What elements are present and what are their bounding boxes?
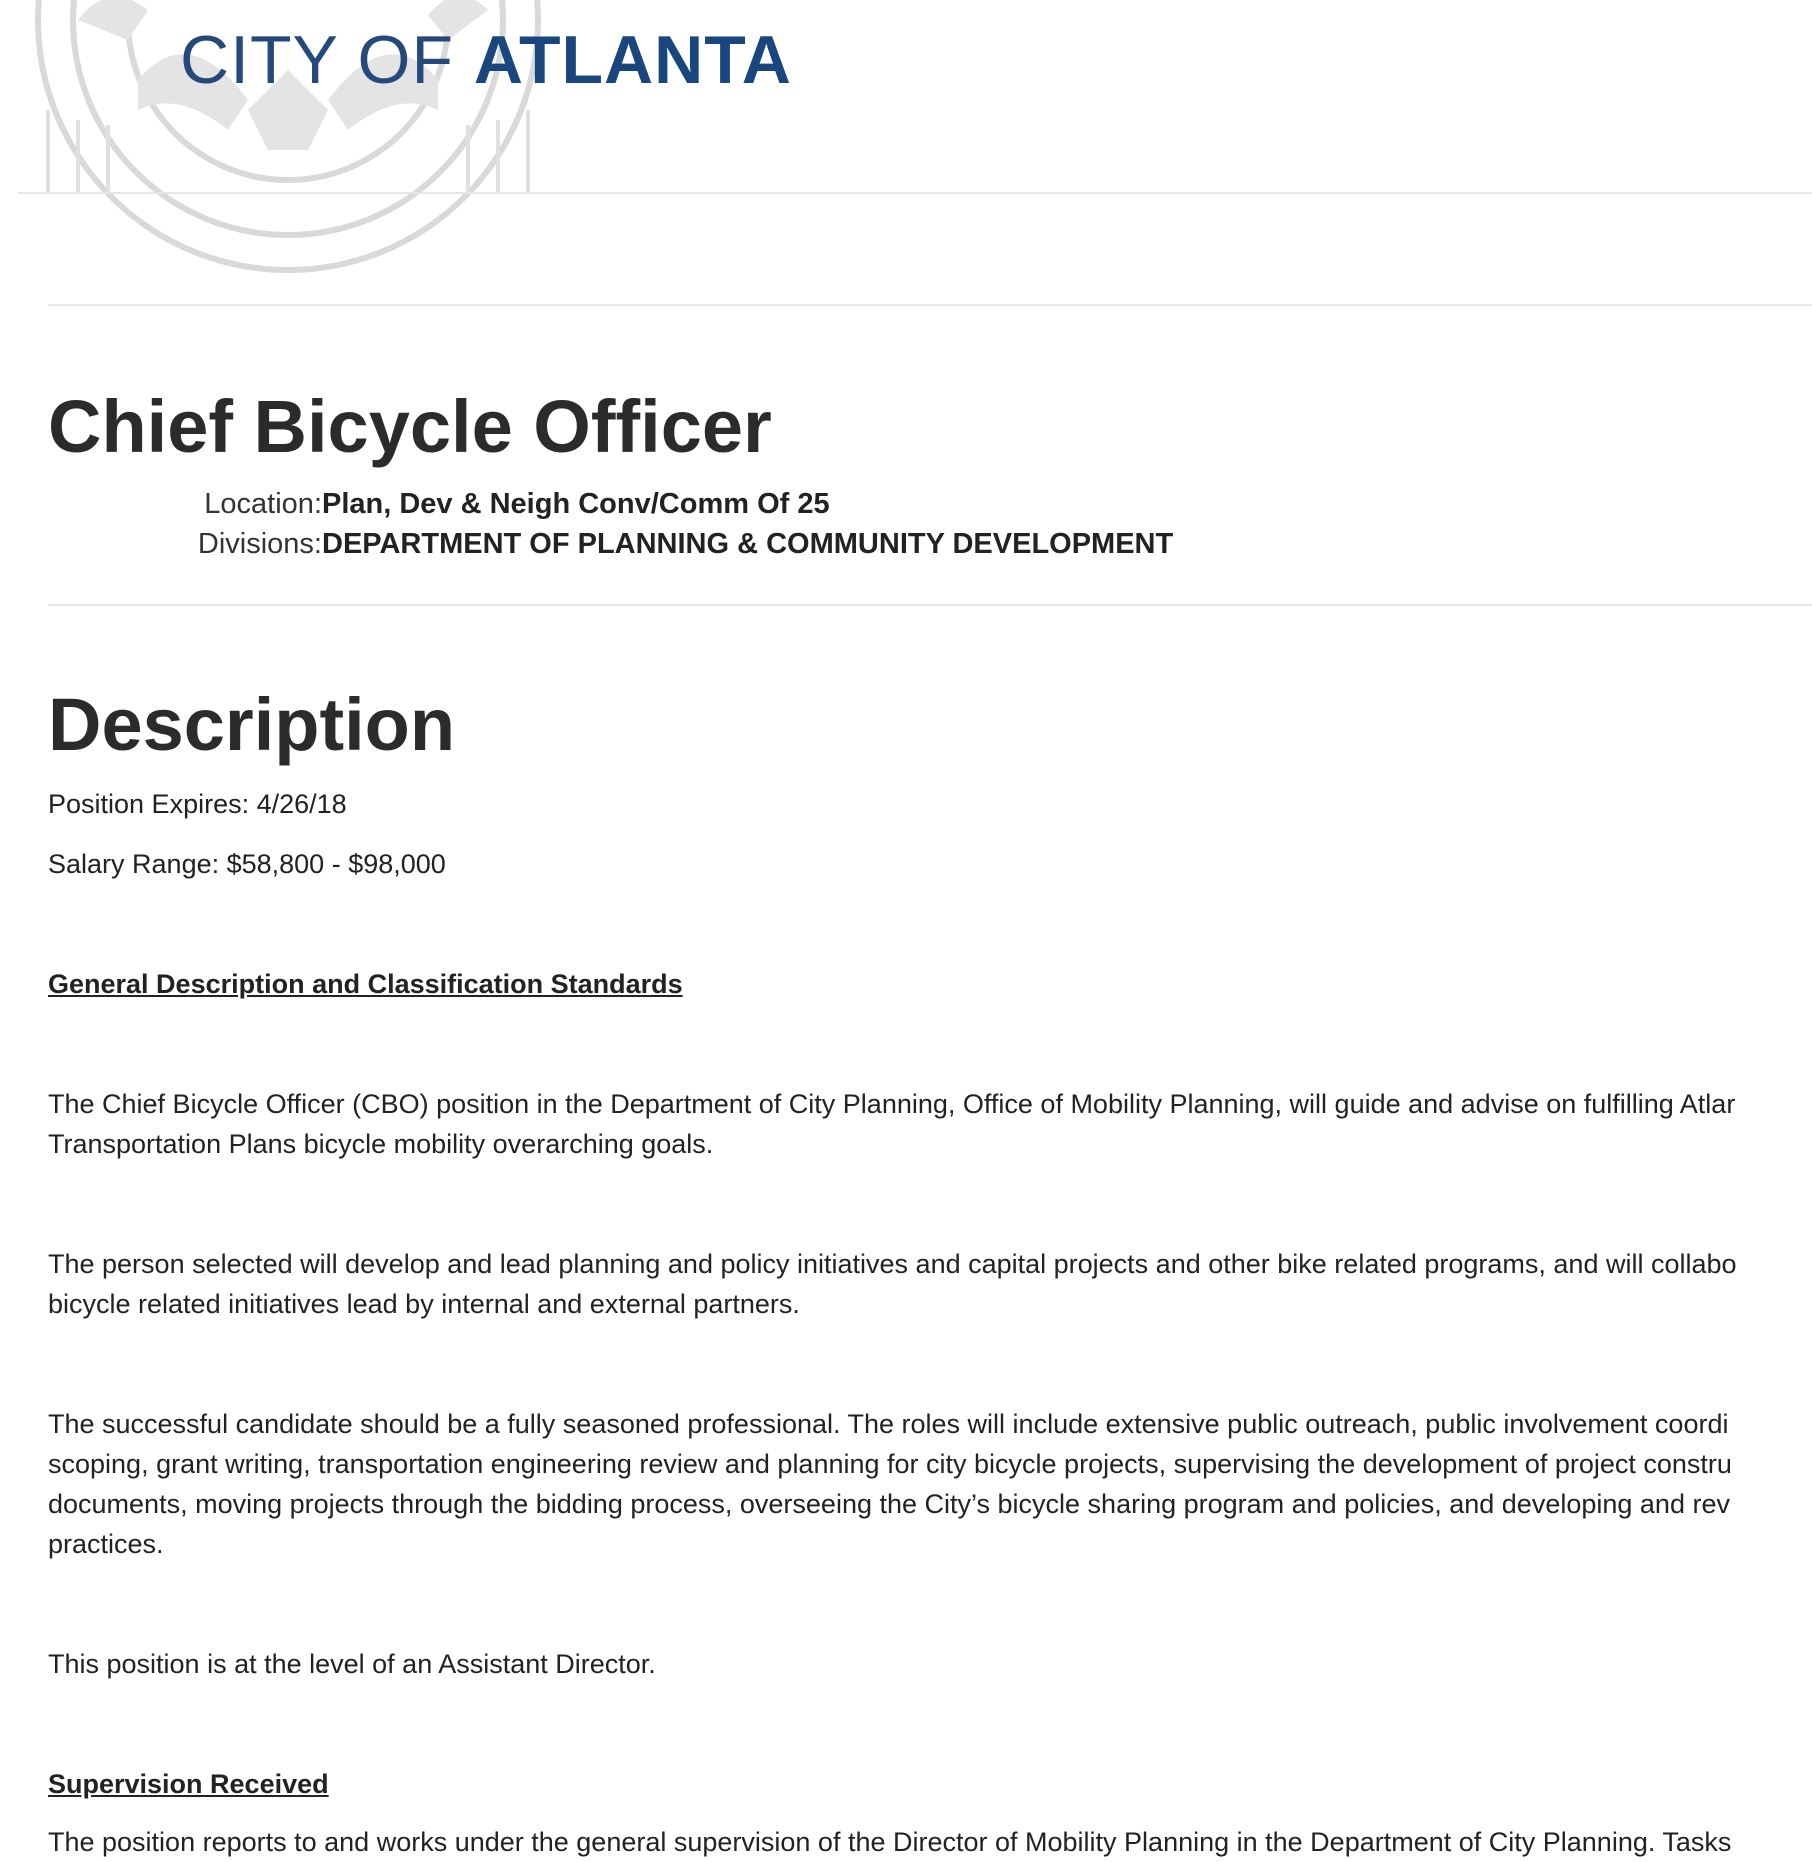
job-divisions	[48, 524, 1173, 564]
paragraph-line: The successful candidate should be a fully seasoned professional. The roles will include extensive public outreach, public involvement coordi	[48, 1409, 1729, 1439]
salary-range: Salary Range: $58,800 - $98,000	[48, 849, 446, 879]
header-divider	[18, 192, 1812, 194]
paragraph-line: bicycle related initiatives lead by internal and external partners.	[48, 1289, 800, 1319]
description-heading: Description	[48, 683, 456, 766]
location-label: Location:	[204, 488, 322, 520]
location-value: Plan, Dev & Neigh Conv/Comm Of 25	[322, 488, 830, 520]
logo-text-city-of: CITY OF	[180, 22, 474, 98]
general-description-heading: General Description and Classification Standards	[48, 969, 683, 999]
paragraph-line: practices.	[48, 1529, 164, 1559]
supervision-paragraph: The position reports to and works under the general supervision of the Director of Mobility Planning in the Department of City Planning. Tasks	[48, 1827, 1732, 1857]
site-header	[0, 0, 1812, 194]
paragraph-line: scoping, grant writing, transportation engineering review and planning for city bicycle projects, supervising the development of project constru	[48, 1449, 1732, 1479]
top-divider	[48, 304, 1812, 306]
divisions-label: Divisions:	[197, 528, 322, 560]
city-of-atlanta-logo[interactable]	[180, 20, 792, 100]
meta-divider	[48, 604, 1812, 606]
description-paragraph-3	[48, 1404, 1812, 1564]
paragraph-line: The person selected will develop and lead planning and policy initiatives and capital projects and other bike related programs, and will collabo	[48, 1249, 1737, 1279]
description-paragraph-2	[48, 1244, 1812, 1324]
paragraph-line: Transportation Plans bicycle mobility overarching goals.	[48, 1129, 714, 1159]
paragraph-line: documents, moving projects through the bidding process, overseeing the City’s bicycle sharing program and policies, and developing and rev	[48, 1489, 1730, 1519]
paragraph-line: The Chief Bicycle Officer (CBO) position in the Department of City Planning, Office of Mobility Planning, will guide and advise on fulfilling Atlar	[48, 1089, 1736, 1119]
description-paragraph-1	[48, 1084, 1812, 1164]
description-paragraph-4: This position is at the level of an Assistant Director.	[48, 1649, 656, 1679]
divisions-value: DEPARTMENT OF PLANNING & COMMUNITY DEVELOPMENT	[322, 528, 1174, 560]
supervision-received-heading: Supervision Received	[48, 1769, 329, 1799]
job-location	[48, 484, 830, 524]
logo-text-atlanta: ATLANTA	[473, 22, 792, 98]
position-expires: Position Expires: 4/26/18	[48, 789, 347, 819]
job-title: Chief Bicycle Officer	[48, 385, 772, 468]
